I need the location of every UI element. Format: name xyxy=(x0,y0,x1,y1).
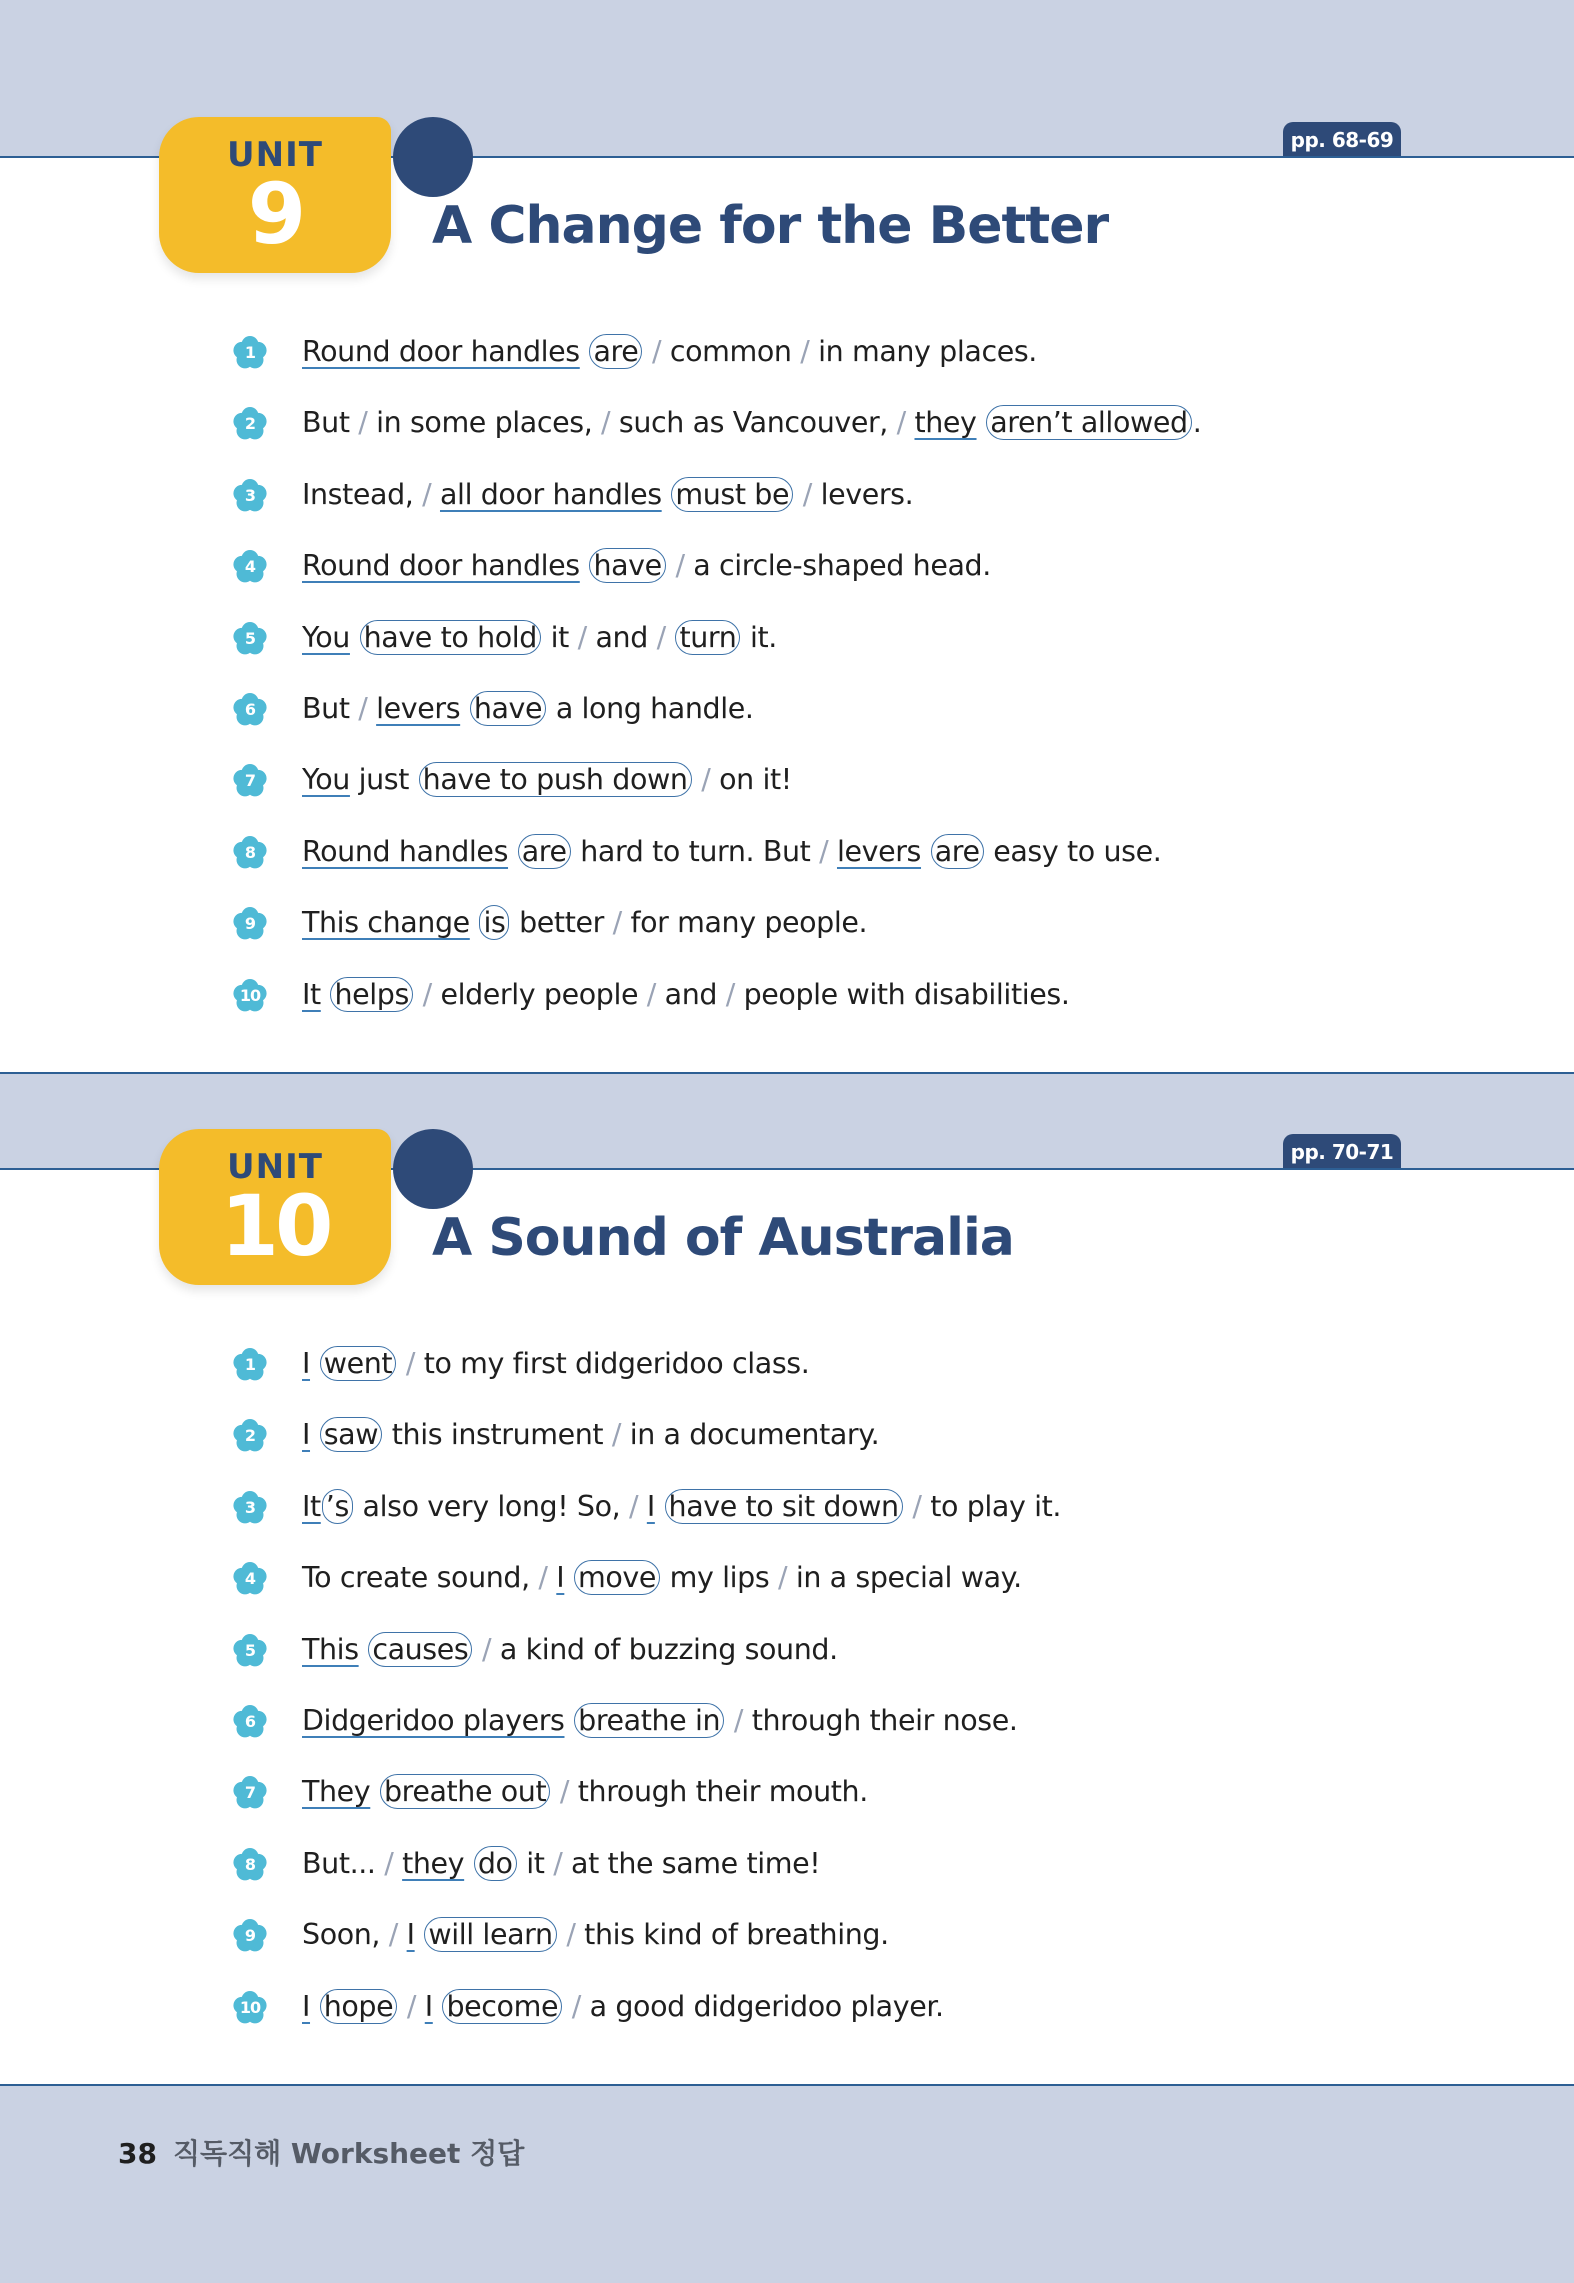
sentence-text xyxy=(398,1918,407,1951)
verb-circle: have to hold xyxy=(360,620,541,655)
sentence-text: levers. xyxy=(811,477,914,511)
unit-label: UNIT xyxy=(227,135,323,175)
flower-number-icon xyxy=(232,1561,268,1597)
sentence-text: for many people. xyxy=(621,906,868,940)
unit-badge-fold xyxy=(393,117,473,197)
sentence-text xyxy=(828,835,837,868)
sentence-text: To create sound, xyxy=(302,1561,539,1595)
sentence-item xyxy=(232,1982,1061,2053)
verb-circle: breathe in xyxy=(574,1703,724,1738)
verb-circle: move xyxy=(574,1560,660,1595)
verb-circle: have xyxy=(470,691,546,726)
subject-underline: I xyxy=(302,1989,311,2023)
sentence-text xyxy=(666,621,675,654)
chunk-slash: / xyxy=(646,977,656,1011)
sentence-text xyxy=(977,406,986,439)
sentence-text: easy to use. xyxy=(984,834,1162,868)
verb-circle: become xyxy=(442,1989,562,2024)
flower-number-icon xyxy=(232,1490,268,1526)
sentence-text xyxy=(460,692,469,725)
subject-underline: I xyxy=(406,1918,415,1952)
sentence-number: 5 xyxy=(244,628,256,648)
sentence-text xyxy=(310,1418,319,1451)
sentence-item xyxy=(232,1625,1061,1696)
sentence-number: 3 xyxy=(244,485,256,505)
chunk-slash: / xyxy=(733,1703,744,1737)
sentence-text xyxy=(464,1847,473,1880)
verb-circle: hope xyxy=(320,1989,398,2024)
chunk-slash: / xyxy=(388,1918,398,1952)
sentence-text xyxy=(397,1347,406,1380)
sentence-text: Soon, xyxy=(302,1918,389,1952)
sentence-text: in a documentary. xyxy=(621,1418,880,1452)
sentence-text xyxy=(393,1847,402,1880)
sentence-text xyxy=(794,478,803,511)
verb-circle: do xyxy=(474,1846,517,1881)
sentence-number: 1 xyxy=(244,1355,256,1374)
sentence-number: 1 xyxy=(244,343,256,362)
sentence-text xyxy=(415,1918,424,1951)
verb-circle: have to push down xyxy=(419,762,692,797)
sentence-text xyxy=(370,1775,379,1808)
sentence-text: to play it. xyxy=(921,1489,1062,1523)
sentence-text xyxy=(563,1990,572,2023)
chunk-slash: / xyxy=(566,1918,576,1952)
sentence-number: 4 xyxy=(244,1569,256,1589)
sentence-text xyxy=(580,549,589,582)
sentence-number: 4 xyxy=(244,557,256,577)
chunk-slash: / xyxy=(675,549,685,583)
unit-label: UNIT xyxy=(227,1147,323,1187)
sentence-item xyxy=(232,1339,1061,1410)
sentence-text xyxy=(470,906,479,939)
sentence-text: my lips xyxy=(660,1561,778,1595)
subject-underline: I xyxy=(302,1347,311,1380)
sentence-text: this instrument xyxy=(383,1418,612,1452)
flower-number-icon xyxy=(232,1990,268,2026)
sentence-text: . xyxy=(1192,406,1202,440)
sentence-text xyxy=(921,835,930,868)
verb-circle: breathe out xyxy=(380,1774,550,1809)
sentence-text xyxy=(473,1633,482,1666)
chunk-slash: / xyxy=(358,691,368,725)
footer-text: 직독직해 Worksheet 정답 xyxy=(172,2137,525,2170)
chunk-slash: / xyxy=(559,1775,570,1809)
flower-number-icon xyxy=(232,1418,268,1454)
subject-underline: levers xyxy=(836,834,922,868)
sentence-number: 3 xyxy=(244,1497,256,1517)
sentence-text xyxy=(398,1990,407,2023)
sentence-item xyxy=(232,1696,1061,1767)
sentence-text: But xyxy=(302,406,359,440)
sentence-text: to my first didgeridoo class. xyxy=(415,1347,810,1380)
chunk-slash: / xyxy=(656,620,666,654)
sentence-item xyxy=(232,684,1201,755)
verb-circle: have xyxy=(589,548,665,583)
verb-circle: are xyxy=(931,834,984,869)
verb-circle: are xyxy=(518,834,571,869)
subject-underline: You xyxy=(302,620,350,654)
chunk-slash: / xyxy=(577,620,587,654)
verb-circle: saw xyxy=(320,1417,382,1452)
verb-circle: aren’t allowed xyxy=(986,405,1192,440)
subject-underline: all door handles xyxy=(439,477,662,511)
sentence-text xyxy=(508,835,517,868)
chunk-slash: / xyxy=(777,1561,788,1595)
sentence-text xyxy=(643,335,652,368)
sentence-text xyxy=(431,478,440,511)
sentence-list xyxy=(232,1339,1061,2053)
sentence-text: a long handle. xyxy=(547,691,754,725)
subject-underline: It xyxy=(302,1489,321,1523)
sentence-text xyxy=(414,978,423,1011)
sentence-text xyxy=(416,1990,425,2023)
sentence-text xyxy=(564,1561,573,1594)
sentence-text xyxy=(693,763,702,796)
sentence-item xyxy=(232,1910,1061,1981)
unit-badge-card xyxy=(159,117,391,273)
sentence-text: people with disabilities. xyxy=(734,977,1070,1011)
sentence-text: in some places, xyxy=(367,406,602,440)
chunk-slash: / xyxy=(406,1989,417,2023)
unit-badge-card xyxy=(159,1129,391,1285)
verb-circle: have to sit down xyxy=(665,1489,903,1524)
verb-circle: causes xyxy=(368,1632,472,1667)
subject-underline: I xyxy=(424,1989,433,2023)
flower-number-icon xyxy=(232,978,268,1014)
sentence-item xyxy=(232,398,1201,469)
sentence-text xyxy=(433,1990,442,2023)
subject-underline: You xyxy=(302,763,350,797)
sentence-number: 10 xyxy=(239,1997,261,2017)
sentence-text xyxy=(725,1704,734,1737)
sentence-text: hard to turn. But xyxy=(571,834,820,868)
subject-underline: I xyxy=(302,1418,311,1452)
sentence-item xyxy=(232,755,1201,826)
sentence-number: 8 xyxy=(244,842,256,862)
sentence-item xyxy=(232,541,1201,612)
flower-number-icon xyxy=(232,1704,268,1740)
sentence-text xyxy=(321,978,330,1011)
sentence-number: 7 xyxy=(244,771,256,791)
flower-number-icon xyxy=(232,692,268,728)
flower-number-icon xyxy=(232,1847,268,1883)
flower-number-icon xyxy=(232,406,268,442)
chunk-slash: / xyxy=(701,763,711,797)
sentence-number: 10 xyxy=(239,985,261,1005)
chunk-slash: / xyxy=(611,1418,622,1452)
sentence-item xyxy=(232,613,1201,684)
subject-underline: It xyxy=(302,977,321,1011)
chunk-slash: / xyxy=(628,1489,639,1523)
chunk-slash: / xyxy=(800,335,810,368)
chunk-slash: / xyxy=(422,977,432,1011)
sentence-text: at the same time! xyxy=(562,1846,821,1880)
sentence-text xyxy=(551,1775,560,1808)
sentence-text xyxy=(638,1490,647,1523)
verb-circle: will learn xyxy=(424,1917,556,1952)
sentence-item xyxy=(232,898,1201,969)
subject-underline: Round door handles xyxy=(302,335,580,368)
sentence-text xyxy=(350,621,359,654)
unit-number: 9 xyxy=(247,165,303,263)
sentence-text: common xyxy=(661,335,801,368)
sentence-text xyxy=(548,1561,557,1594)
sentence-text: also very long! So, xyxy=(353,1489,629,1523)
flower-number-icon xyxy=(232,549,268,585)
subject-underline: I xyxy=(556,1561,565,1595)
subject-underline: This change xyxy=(302,906,470,940)
unit-10-badge xyxy=(155,1129,435,1299)
chunk-slash: / xyxy=(652,335,662,368)
sentence-item xyxy=(232,1410,1061,1481)
chunk-slash: / xyxy=(384,1846,394,1880)
flower-number-icon xyxy=(232,1918,268,1954)
sentence-number: 2 xyxy=(244,414,256,434)
sentence-text: through their mouth. xyxy=(569,1775,868,1809)
sentence-item xyxy=(232,327,1201,398)
sentence-text xyxy=(359,1633,368,1666)
sentence-text: this kind of breathing. xyxy=(575,1918,889,1952)
sentence-number: 9 xyxy=(244,914,256,934)
sentence-list xyxy=(232,327,1201,1041)
subject-underline: levers xyxy=(376,691,461,725)
sentence-item xyxy=(232,970,1201,1041)
flower-number-icon xyxy=(232,1347,268,1383)
sentence-text: But... xyxy=(302,1846,385,1880)
sentence-text: a good didgeridoo player. xyxy=(580,1989,944,2023)
sentence-number: 5 xyxy=(244,1640,256,1660)
sentence-text: and xyxy=(655,977,726,1011)
subject-underline: This xyxy=(302,1632,359,1666)
sentence-text: and xyxy=(586,620,657,654)
sentence-text: through their nose. xyxy=(743,1703,1018,1737)
unit-title: A Sound of Australia xyxy=(432,1208,1014,1268)
chunk-slash: / xyxy=(571,1989,581,2023)
chunk-slash: / xyxy=(553,1846,563,1880)
flower-number-icon xyxy=(232,763,268,799)
flower-number-icon xyxy=(232,1775,268,1811)
page-footer xyxy=(118,2132,524,2172)
sentence-text: a kind of buzzing sound. xyxy=(491,1632,838,1666)
unit-number: 10 xyxy=(220,1177,330,1275)
sentence-text: in a special way. xyxy=(787,1561,1022,1595)
sentence-text: better xyxy=(510,906,613,940)
sentence-text xyxy=(662,478,671,511)
chunk-slash: / xyxy=(802,477,812,511)
subject-underline: They xyxy=(302,1775,371,1809)
sentence-text xyxy=(310,1990,319,2023)
sentence-item xyxy=(232,1839,1061,1910)
sentence-number: 9 xyxy=(244,1926,256,1946)
chunk-slash: / xyxy=(422,477,432,511)
sentence-number: 6 xyxy=(244,699,256,719)
subject-underline: Didgeridoo players xyxy=(302,1703,565,1737)
flower-number-icon xyxy=(232,835,268,871)
sentence-text xyxy=(310,1347,319,1380)
subject-underline: I xyxy=(646,1489,655,1523)
sentence-text xyxy=(367,692,376,725)
chunk-slash: / xyxy=(538,1561,548,1595)
flower-number-icon xyxy=(232,335,268,371)
sentence-text xyxy=(564,1704,573,1737)
flower-number-icon xyxy=(232,1633,268,1669)
sentence-text xyxy=(558,1918,567,1951)
page-reference-tag: pp. 68-69 xyxy=(1283,122,1401,156)
chunk-slash: / xyxy=(612,906,622,940)
verb-circle: must be xyxy=(671,477,793,512)
chunk-slash: / xyxy=(405,1347,416,1380)
chunk-slash: / xyxy=(896,406,906,440)
verb-circle: went xyxy=(320,1346,396,1381)
sentence-text: elderly people xyxy=(431,977,647,1011)
sentence-text: it xyxy=(517,1846,554,1880)
subject-underline: they xyxy=(402,1846,465,1880)
sentence-text: it xyxy=(541,620,578,654)
flower-number-icon xyxy=(232,621,268,657)
verb-circle: ’s xyxy=(322,1489,353,1524)
sentence-text: just xyxy=(349,763,418,797)
sentence-text xyxy=(580,335,589,368)
subject-underline: they xyxy=(914,406,977,440)
page-number: 38 xyxy=(118,2137,157,2170)
sentence-text: But xyxy=(302,691,359,725)
sentence-number: 6 xyxy=(244,1711,256,1731)
chunk-slash: / xyxy=(601,406,611,440)
subject-underline: Round door handles xyxy=(302,549,580,583)
sentence-item xyxy=(232,470,1201,541)
unit-9-badge xyxy=(155,117,435,287)
flower-number-icon xyxy=(232,478,268,514)
sentence-text: in many places. xyxy=(809,335,1037,368)
sentence-text: such as Vancouver, xyxy=(610,406,897,440)
sentence-item xyxy=(232,1482,1061,1553)
chunk-slash: / xyxy=(819,834,829,868)
unit-title: A Change for the Better xyxy=(432,196,1109,256)
sentence-number: 7 xyxy=(244,1783,256,1803)
sentence-number: 2 xyxy=(244,1426,256,1446)
verb-circle: is xyxy=(479,905,509,940)
sentence-item xyxy=(232,1767,1061,1838)
sentence-item xyxy=(232,827,1201,898)
sentence-text xyxy=(655,1490,664,1523)
sentence-number: 8 xyxy=(244,1854,256,1874)
sentence-text: it. xyxy=(741,620,777,654)
subject-underline: Round handles xyxy=(302,834,509,868)
unit-badge-fold xyxy=(393,1129,473,1209)
sentence-text: on it! xyxy=(710,763,792,797)
sentence-text: a circle-shaped head. xyxy=(684,549,991,583)
sentence-text: Instead, xyxy=(302,477,423,511)
chunk-slash: / xyxy=(482,1632,492,1666)
chunk-slash: / xyxy=(725,977,735,1011)
verb-circle: are xyxy=(589,334,642,369)
verb-circle: turn xyxy=(675,620,740,655)
verb-circle: helps xyxy=(330,977,412,1012)
chunk-slash: / xyxy=(358,406,368,440)
sentence-item xyxy=(232,1553,1061,1624)
flower-number-icon xyxy=(232,906,268,942)
chunk-slash: / xyxy=(912,1489,922,1523)
page-reference-tag: pp. 70-71 xyxy=(1283,1134,1401,1168)
